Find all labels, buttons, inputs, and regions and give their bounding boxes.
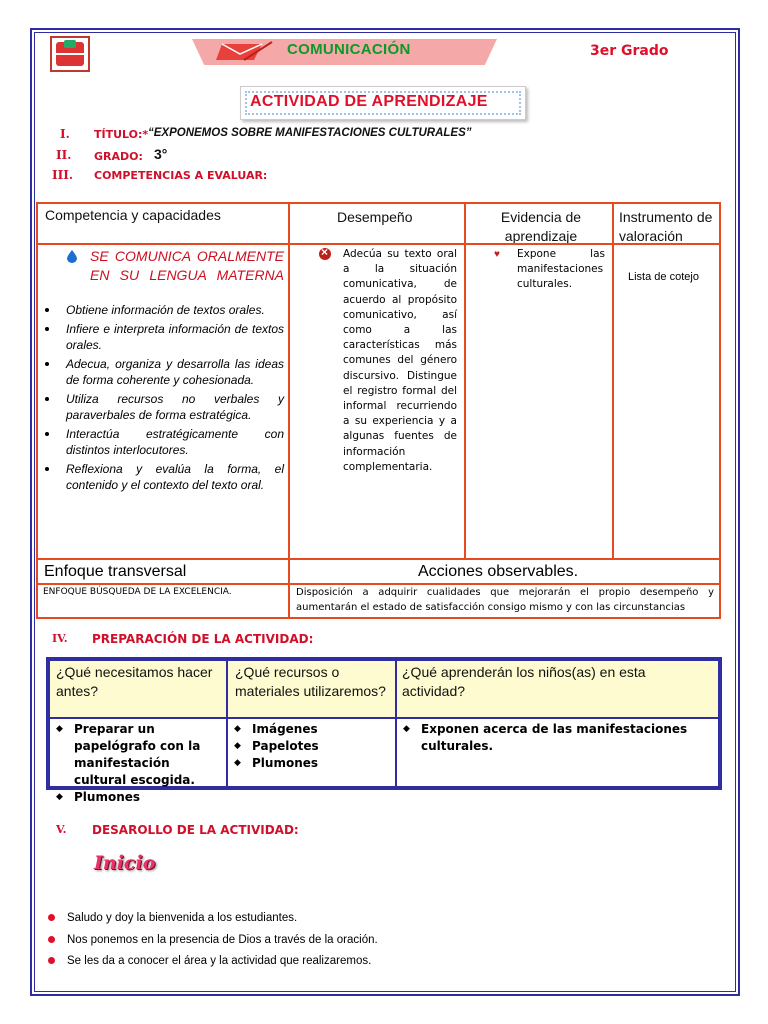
- recursos-list: [230, 721, 390, 772]
- list-item: Reflexiona y evalúa la forma, el contenido y el contexto del texto oral.: [66, 461, 284, 492]
- header-cell-aprenderan: [395, 659, 720, 719]
- list-item: ◆ Papelotes: [230, 738, 390, 755]
- x-circle-icon: [319, 248, 331, 260]
- section-4-number: IV.: [52, 632, 68, 645]
- header-aprenderan: ¿Qué aprenderán los niños(as) en esta actividad?: [402, 664, 646, 699]
- enfoque-header: Enfoque transversal: [44, 563, 187, 580]
- list-item: ◆ Plumones: [52, 789, 224, 806]
- header-desempeno: Desempeño: [337, 209, 413, 225]
- header-cell-instrumento: [612, 202, 721, 245]
- header-recursos: ¿Qué recursos o materiales utilizaremos?: [235, 664, 386, 699]
- capacidades-list: [66, 302, 284, 496]
- heart-icon: ♥: [494, 249, 500, 260]
- header-competencia: Competencia y capacidades: [45, 207, 221, 223]
- list-item: Saludo y doy la bienvenida a los estudiantes.: [48, 908, 378, 930]
- desempeno-text: Adecúa su texto oral a la situación comunicativa, de acuerdo al propósito comunicativo, así como a las características más comunes del género discursivo. Distingue el registro formal del informal recurriendo a su experiencia y a algunas fuentes de información complementaria.: [343, 248, 457, 473]
- acciones-header-cell: [288, 558, 721, 585]
- list-item: ◆ Exponen acerca de las manifestaciones culturales.: [399, 721, 717, 755]
- section-3-label: COMPETENCIAS A EVALUAR:: [94, 169, 268, 182]
- area-title: COMUNICACIÓN: [287, 41, 411, 58]
- acciones-value: Disposición a adquirir cualidades que mejorarán el propio desempeño y aumentarán el estado de satisfacción consigo mismo y con las circunstancias: [296, 587, 714, 613]
- list-item: ◆ Preparar un papelógrafo con la manifestación cultural escogida.: [52, 721, 224, 789]
- school-logo: [50, 36, 90, 72]
- header-evidencia: Evidencia de aprendizaje: [500, 209, 582, 244]
- instrumento-cell: [612, 243, 721, 560]
- competencia-title: SE COMUNICA ORALMENTE EN SU LENGUA MATERNA: [90, 248, 284, 283]
- list-item: Nos ponemos en la presencia de Dios a través de la oración.: [48, 930, 378, 952]
- header-antes: ¿Qué necesitamos hacer antes?: [56, 664, 213, 699]
- header-cell-antes: [48, 659, 228, 719]
- activity-name: “EXPONEMOS SOBRE MANIFESTACIONES CULTURALES”: [148, 127, 472, 139]
- section-1-number: I.: [60, 127, 70, 141]
- list-item: ◆ Imágenes: [230, 721, 390, 738]
- enfoque-header-cell: [36, 558, 290, 585]
- section-4-label: PREPARACIÓN DE LA ACTIVIDAD:: [92, 632, 314, 646]
- inicio-list: [48, 908, 378, 973]
- header-cell-desempeno: [288, 202, 466, 245]
- section-5-label: DESAROLLO DE LA ACTIVIDAD:: [92, 823, 299, 837]
- list-item: Infiere e interpreta información de textos orales.: [66, 321, 284, 352]
- header-cell-recursos: [226, 659, 397, 719]
- section-3-number: III.: [52, 168, 74, 182]
- envelope-icon: [214, 40, 274, 64]
- list-item: Utiliza recursos no verbales y paraverbales de forma estratégica.: [66, 391, 284, 422]
- grade-value: 3°: [154, 146, 168, 162]
- recursos-cell: [226, 717, 397, 788]
- list-item: Interactúa estratégicamente con distintos interlocutores.: [66, 426, 284, 457]
- grade-label: 3er Grado: [590, 43, 669, 59]
- aprenderan-list: [399, 721, 717, 755]
- antes-list: [52, 721, 224, 806]
- section-5-number: V.: [56, 823, 67, 836]
- antes-cell: [48, 717, 228, 804]
- header-instrumento: Instrumento de valoración: [619, 209, 713, 244]
- section-2-label: GRADO:: [94, 150, 143, 163]
- enfoque-value: ENFOQUE BÚSQUEDA DE LA EXCELENCIA.: [43, 587, 232, 597]
- instrumento-text: Lista de cotejo: [628, 271, 699, 283]
- activity-title: ACTIVIDAD DE APRENDIZAJE: [250, 93, 488, 110]
- list-item: ◆ Plumones: [230, 755, 390, 772]
- list-item: Se les da a conocer el área y la actividad que realizaremos.: [48, 951, 378, 973]
- header-cell-evidencia: [464, 202, 614, 245]
- water-drop-icon: [67, 250, 77, 263]
- header-cell-competencia: [36, 202, 290, 245]
- aprenderan-cell: [395, 717, 720, 788]
- list-item: Obtiene información de textos orales.: [66, 302, 284, 319]
- evidencia-text: Expone las manifestaciones culturales.: [517, 248, 605, 290]
- list-item: Adecua, organiza y desarrolla las ideas de forma coherente y cohesionada.: [66, 356, 284, 387]
- inicio-heading: Inicio: [94, 852, 156, 874]
- section-1-label: TÍTULO:*: [94, 128, 149, 141]
- section-2-number: II.: [56, 148, 72, 162]
- acciones-header: Acciones observables.: [418, 563, 579, 580]
